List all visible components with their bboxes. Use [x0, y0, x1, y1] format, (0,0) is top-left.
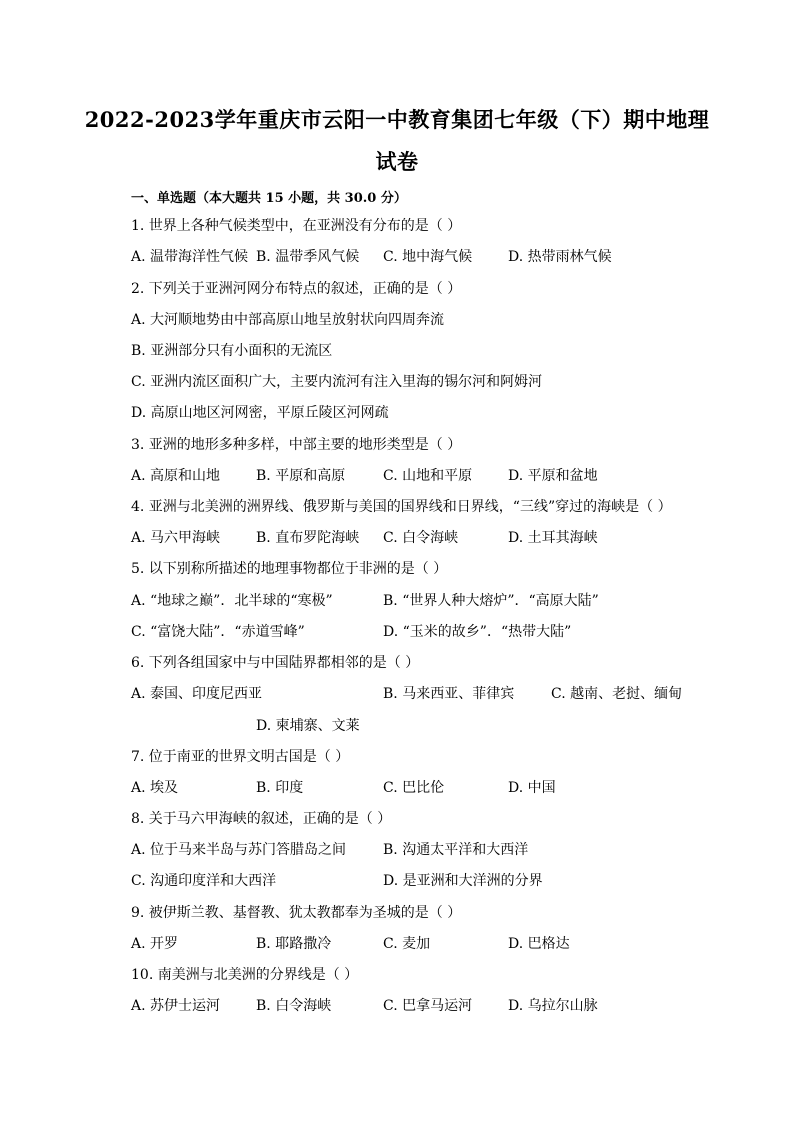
option-d: D. 高原山地区河网密，平原丘陵区河网疏: [131, 405, 389, 421]
question-stem: 1. 世界上各种气候类型中，在亚洲没有分布的是（ ）: [131, 218, 462, 234]
option-c: C. 巴比伦: [383, 780, 445, 796]
page-title-continued: 试卷: [375, 149, 419, 174]
option-d: D. 中国: [508, 780, 556, 796]
page-title: 2022-2023学年重庆市云阳一中教育集团七年级（下）期中地理: [84, 107, 710, 132]
option-d: D. 巴格达: [508, 936, 570, 952]
option-b: B. 温带季风气候: [256, 249, 360, 265]
option-b: B. 耶路撒冷: [256, 936, 332, 952]
question-stem: 5. 以下别称所描述的地理事物都位于非洲的是（ ）: [131, 561, 448, 577]
option-b: B. 沟通太平洋和大西洋: [383, 842, 529, 858]
option-c: C. 山地和平原: [383, 468, 473, 484]
option-d: D. 热带雨林气候: [508, 249, 612, 265]
question-stem: 10. 南美洲与北美洲的分界线是（ ）: [131, 967, 359, 983]
option-a: A. 马六甲海峡: [131, 530, 221, 546]
option-a: A. 泰国、印度尼西亚: [131, 686, 263, 702]
option-d: D. 是亚洲和大洋洲的分界: [383, 873, 543, 889]
option-a: A. 开罗: [131, 936, 179, 952]
option-d: D. “玉米的故乡”．“热带大陆”: [383, 624, 572, 640]
option-d: D. 土耳其海峡: [508, 530, 598, 546]
question-stem: 4. 亚洲与北美洲的洲界线、俄罗斯与美国的国界线和日界线，“三线”穿过的海峡是（ ）: [131, 499, 672, 515]
option-d: D. 柬埔寨、文莱: [256, 718, 360, 734]
option-a: A. 埃及: [131, 780, 179, 796]
option-b: B. 亚洲部分只有小面积的无流区: [131, 343, 333, 359]
option-b: B. 白令海峡: [256, 998, 332, 1014]
option-c: C. 白令海峡: [383, 530, 459, 546]
option-c: C. “富饶大陆”．“赤道雪峰”: [131, 624, 305, 640]
option-c: C. 巴拿马运河: [383, 998, 473, 1014]
option-a: A. “地球之巅”．北半球的“寒极”: [131, 593, 333, 609]
option-a: A. 苏伊士运河: [131, 998, 221, 1014]
option-c: C. 地中海气候: [383, 249, 473, 265]
option-b: B. 平原和高原: [256, 468, 346, 484]
option-a: A. 温带海洋性气候: [131, 249, 249, 265]
option-c: C. 亚洲内流区面积广大，主要内流河有注入里海的锡尔河和阿姆河: [131, 374, 543, 390]
section-heading: 一、单选题（本大题共 15 小题，共 30.0 分）: [131, 191, 407, 206]
option-b: B. 马来西亚、菲律宾: [383, 686, 515, 702]
question-stem: 6. 下列各组国家中与中国陆界都相邻的是（ ）: [131, 655, 420, 671]
question-stem: 7. 位于南亚的世界文明古国是（ ）: [131, 749, 350, 765]
option-c: C. 麦加: [383, 936, 431, 952]
option-a: A. 位于马来半岛与苏门答腊岛之间: [131, 842, 347, 858]
option-b: B. 印度: [256, 780, 304, 796]
option-a: A. 高原和山地: [131, 468, 221, 484]
question-stem: 9. 被伊斯兰教、基督教、犹太教都奉为圣城的是（ ）: [131, 905, 462, 921]
option-d: D. 平原和盆地: [508, 468, 598, 484]
option-a: A. 大河顺地势由中部高原山地呈放射状向四周奔流: [131, 312, 445, 328]
option-c: C. 越南、老挝、缅甸: [551, 686, 683, 702]
question-stem: 2. 下列关于亚洲河网分布特点的叙述，正确的是（ ）: [131, 281, 462, 297]
question-stem: 8. 关于马六甲海峡的叙述，正确的是（ ）: [131, 811, 392, 827]
option-d: D. 乌拉尔山脉: [508, 998, 598, 1014]
option-b: B. 直布罗陀海峡: [256, 530, 360, 546]
option-c: C. 沟通印度洋和大西洋: [131, 873, 277, 889]
option-b: B. “世界人种大熔炉”．“高原大陆”: [383, 593, 599, 609]
question-stem: 3. 亚洲的地形多种多样，中部主要的地形类型是（ ）: [131, 437, 462, 453]
